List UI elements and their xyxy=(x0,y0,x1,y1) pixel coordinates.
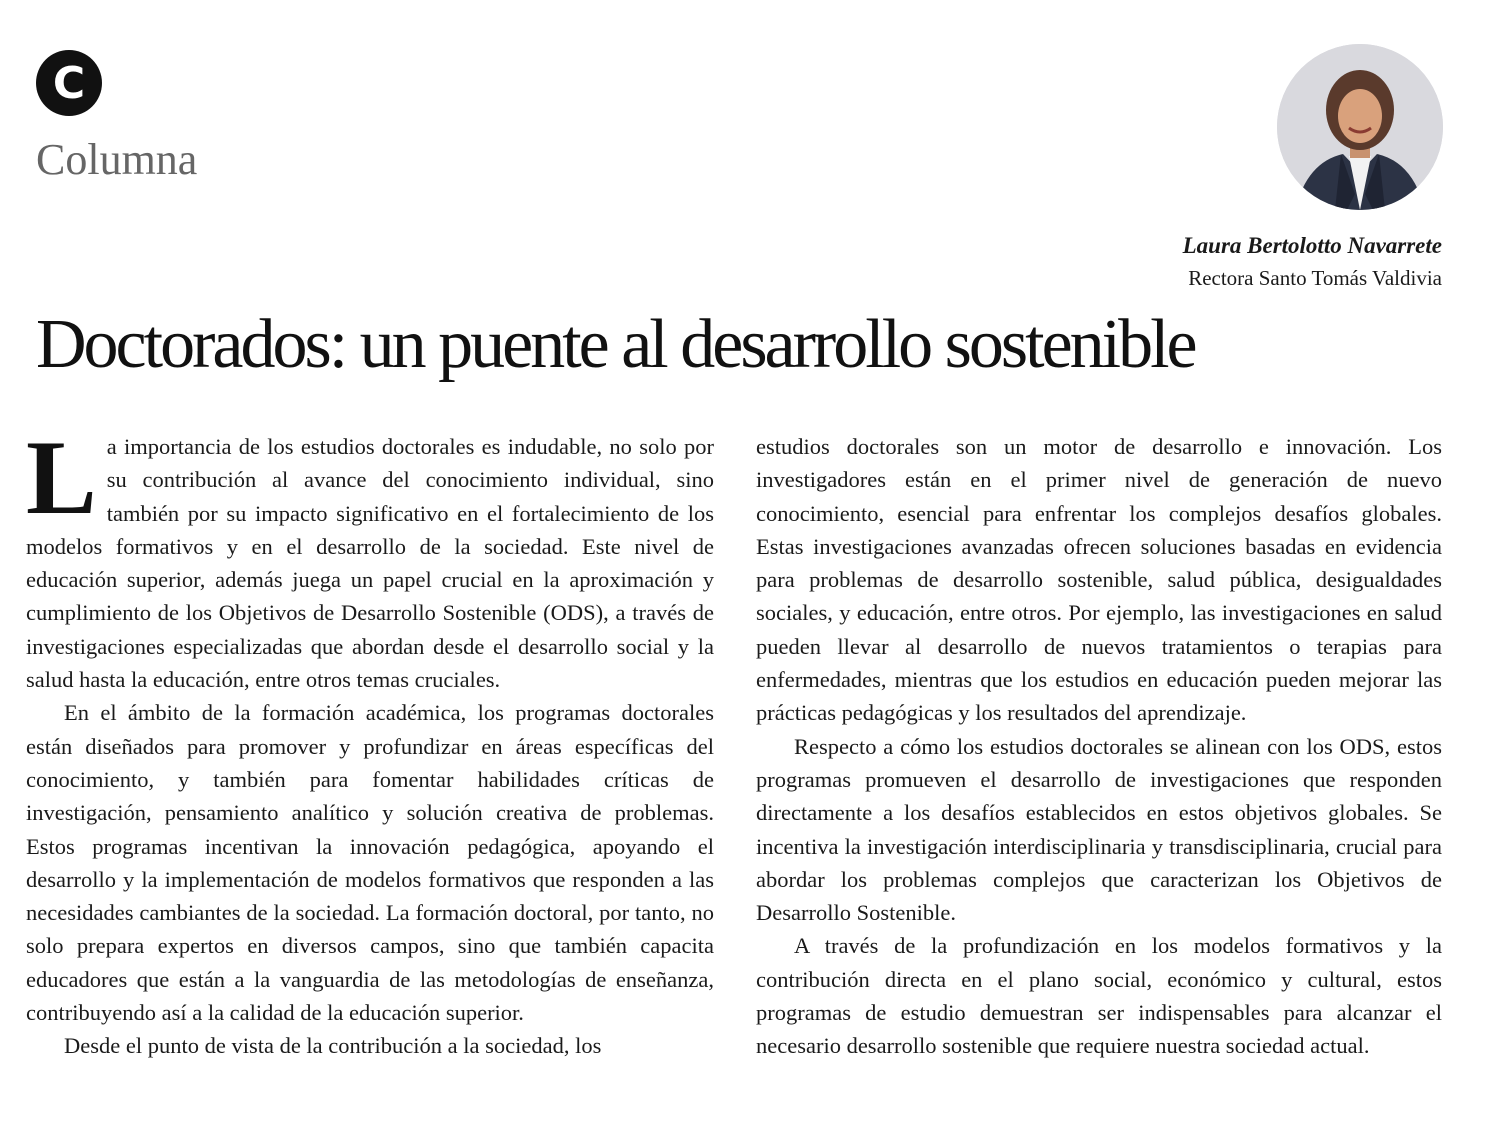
section-label: Columna xyxy=(36,135,198,184)
paragraph-4: Respecto a cómo los estudios doctorales se alinean con los ODS, estos programas promueven el desarrollo de investigaciones que responden directamente a los desafíos establecidos en estos objetivos globales. Se incentiva la investigación interdisciplinaria y transdisciplinaria, crucial para abordar los problemas complejos que caracterizan los Objetivos de Desarrollo Sostenible. xyxy=(756,733,1442,926)
paragraph-3: Desde el punto de vista de la contribución a la sociedad, los xyxy=(64,1033,602,1059)
author-role: Rectora Santo Tomás Valdivia xyxy=(1188,266,1442,290)
author-portrait-illustration xyxy=(1277,44,1443,210)
paragraph-3-continued: estudios doctorales son un motor de desarrollo e innovación. Los investigadores están en el primer nivel de generación de nuevo conocimiento, esencial para enfrentar los complejos desafíos globales. Estas investigaciones avanzadas ofrecen soluciones basadas en evidencia para problemas de desarrollo sostenible, salud pública, desigualdades sociales, y educación, entre otros. Por ejemplo, las investigaciones en salud pueden llevar al desarrollo de nuevos tratamientos o terapias para enfermedades, mientras que los estudios en educación pueden mejorar las prácticas pedagógicas y los resultados del aprendizaje. xyxy=(756,434,1442,726)
article-column-left xyxy=(26,419,714,1063)
author-name: Laura Bertolotto Navarrete xyxy=(1182,233,1442,258)
article-column-right xyxy=(756,430,1442,1063)
column-logo-badge xyxy=(36,50,102,116)
paragraph-1 xyxy=(26,419,714,696)
drop-cap: L xyxy=(26,419,97,536)
paragraph-2: En el ámbito de la formación académica, los programas doctorales están diseñados para promover y profundizar en áreas específicas del conocimiento, y también para fomentar habilidades críticas de investigación, pensamiento analítico y solución creativa de problemas. Estos programas incentivan la innovación pedagógica, apoyando el desarrollo y la implementación de modelos formativos que responden a las necesidades cambiantes de la sociedad. La formación doctoral, por tanto, no solo prepara expertos en diversos campos, sino que también capacita educadores que están a la vanguardia de las metodologías de enseñanza, contribuyendo así a la calidad de la educación superior. xyxy=(26,700,714,1026)
author-byline xyxy=(1183,230,1442,294)
paragraph-5: A través de la profundización en los modelos formativos y la contribución directa en el plano social, económico y cultural, estos programas de estudio demuestran ser indispensables para alcanzar el necesario desarrollo sostenible que requiere nuestra sociedad actual. xyxy=(756,933,1442,1059)
logo-letter: C xyxy=(52,57,86,109)
paragraph-1-text: a importancia de los estudios doctorales es indudable, no solo por su contribución al avance del conocimiento individual, sino también por su impacto significativo en el fortalecimiento de los modelos formativos y en el desarrollo de la sociedad. Este nivel de educación superior, además juega un papel crucial en la aproximación y cumplimiento de los Objetivos de Desarrollo Sostenible (ODS), a través de investigaciones especializadas que abordan desde el desarrollo social y la salud hasta la educación, entre otros temas cruciales. xyxy=(26,434,714,693)
article-headline: Doctorados: un puente al desarrollo sostenible xyxy=(36,306,1195,383)
author-portrait xyxy=(1277,44,1443,210)
